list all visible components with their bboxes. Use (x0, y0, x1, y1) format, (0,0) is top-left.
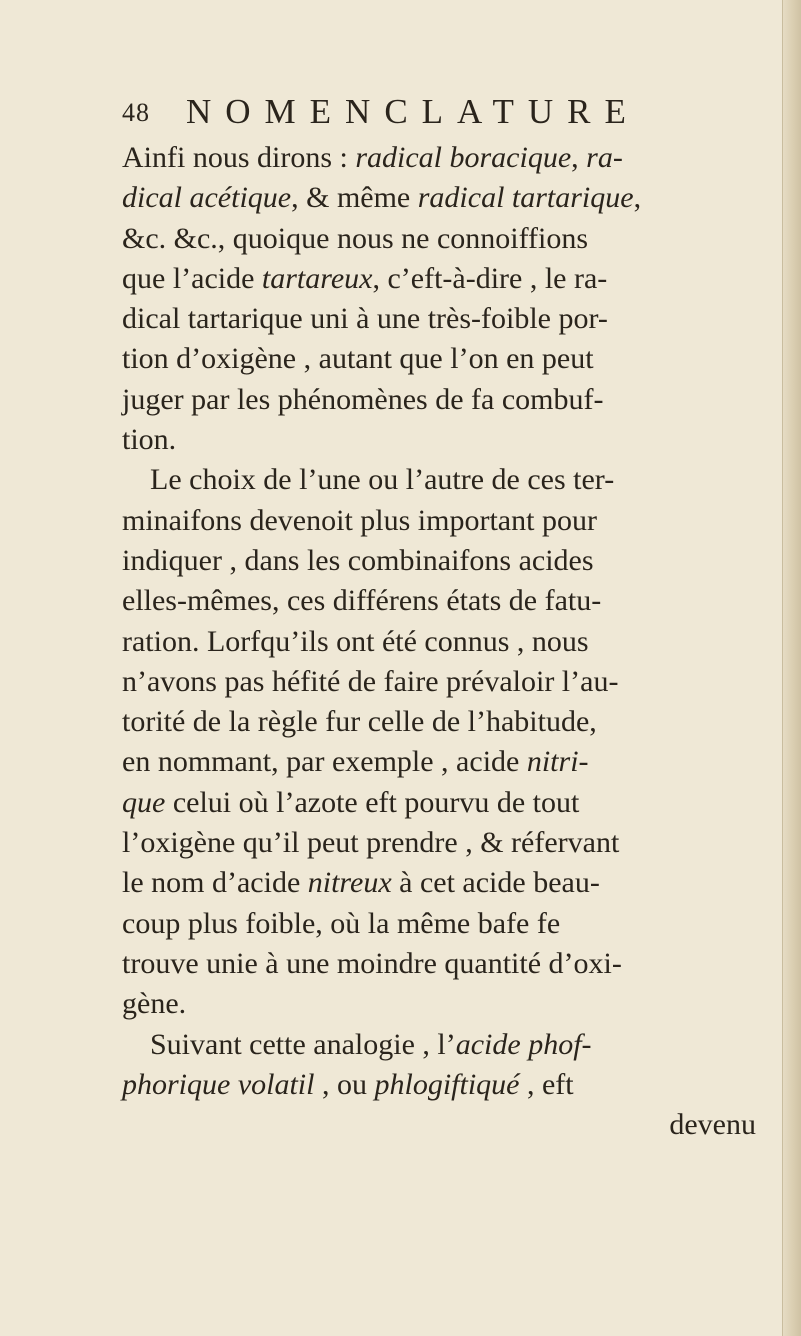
text-line (122, 178, 772, 218)
italic-segment: phlogiftiqué (374, 1067, 520, 1101)
text-segment: &c. &c., quoique nous ne connoiffions (122, 221, 589, 255)
text-line (122, 904, 772, 944)
italic-segment: radical tartarique (417, 181, 634, 215)
text-segment: , (571, 141, 587, 174)
text-line (122, 420, 772, 460)
text-segment: gène. (122, 987, 187, 1021)
text-segment: elles-mêmes, ces différens états de fatu- (122, 584, 602, 618)
running-title: NOMENCLATURE (186, 92, 640, 131)
italic-segment: dical acétique (122, 181, 292, 215)
text-line (122, 1025, 772, 1065)
text-segment: Ainfi nous dirons : (122, 141, 356, 174)
body-text (122, 138, 772, 1145)
text-line (122, 581, 772, 621)
text-segment: , & même (291, 181, 418, 215)
text-line (122, 662, 772, 702)
italic-segment: tartareux (261, 261, 373, 295)
text-line (122, 1065, 772, 1105)
text-line (122, 702, 772, 742)
text-line (122, 219, 772, 259)
text-segment: celui où l’azote eft pourvu de tout (165, 785, 580, 819)
text-segment: torité de la règle fur celle de l’habitude, (122, 705, 597, 739)
text-segment: minaifons devenoit plus important pour (122, 503, 597, 537)
text-line (122, 742, 772, 782)
text-segment: indiquer , dans les combinaifons acides (122, 543, 594, 577)
text-line (122, 259, 772, 299)
page-number: 48 (122, 98, 150, 127)
text-line (122, 863, 772, 903)
italic-segment: que (122, 785, 166, 819)
italic-segment: radical boracique (355, 141, 572, 174)
text-line (122, 984, 772, 1024)
italic-segment: nitri- (526, 745, 589, 779)
text-segment: devenu (669, 1108, 756, 1142)
text-line (122, 622, 772, 662)
text-segment: n’avons pas héfité de faire prévaloir l’au- (122, 664, 619, 698)
text-line (122, 460, 772, 500)
page-edge (782, 0, 801, 1336)
italic-segment: ra- (586, 141, 623, 174)
text-line (122, 541, 772, 581)
text-segment: Suivant cette analogie , l’ (150, 1027, 456, 1061)
text-line (122, 339, 772, 379)
text-line (122, 380, 772, 420)
text-segment: , ou (314, 1067, 375, 1101)
text-segment: , eft (519, 1067, 574, 1101)
text-line (122, 138, 772, 178)
text-line (122, 944, 772, 984)
text-segment: juger par les phénomènes de fa combuf- (122, 382, 604, 416)
text-segment: à cet acide beau- (391, 866, 600, 900)
text-line (122, 1105, 772, 1145)
text-segment: tion d’oxigène , autant que l’on en peut (122, 342, 594, 376)
text-segment: , c’eft-à-dire , le ra- (372, 261, 608, 295)
text-segment: le nom d’acide (122, 866, 308, 900)
text-segment: en nommant, par exemple , acide (122, 745, 527, 779)
text-line (122, 501, 772, 541)
text-segment: , (633, 181, 642, 215)
text-segment: tion. (122, 423, 177, 457)
text-line (122, 299, 772, 339)
italic-segment: phorique volatil (122, 1067, 315, 1101)
text-segment: l’oxigène qu’il peut prendre , & réfervant (122, 826, 620, 860)
text-segment: dical tartarique uni à une très-foible por- (122, 302, 608, 336)
text-segment: Le choix de l’une ou l’autre de ces ter- (150, 463, 615, 497)
text-segment: trouve unie à une moindre quantité d’oxi- (122, 946, 622, 980)
italic-segment: acide phof- (455, 1027, 592, 1061)
text-segment: coup plus foible, où la même bafe fe (122, 906, 561, 940)
italic-segment: nitreux (307, 866, 392, 900)
text-segment: ration. Lorfqu’ils ont été connus , nous (122, 624, 589, 658)
text-line (122, 823, 772, 863)
text-line (122, 783, 772, 823)
page-header (122, 92, 682, 134)
text-segment: que l’acide (122, 261, 262, 295)
